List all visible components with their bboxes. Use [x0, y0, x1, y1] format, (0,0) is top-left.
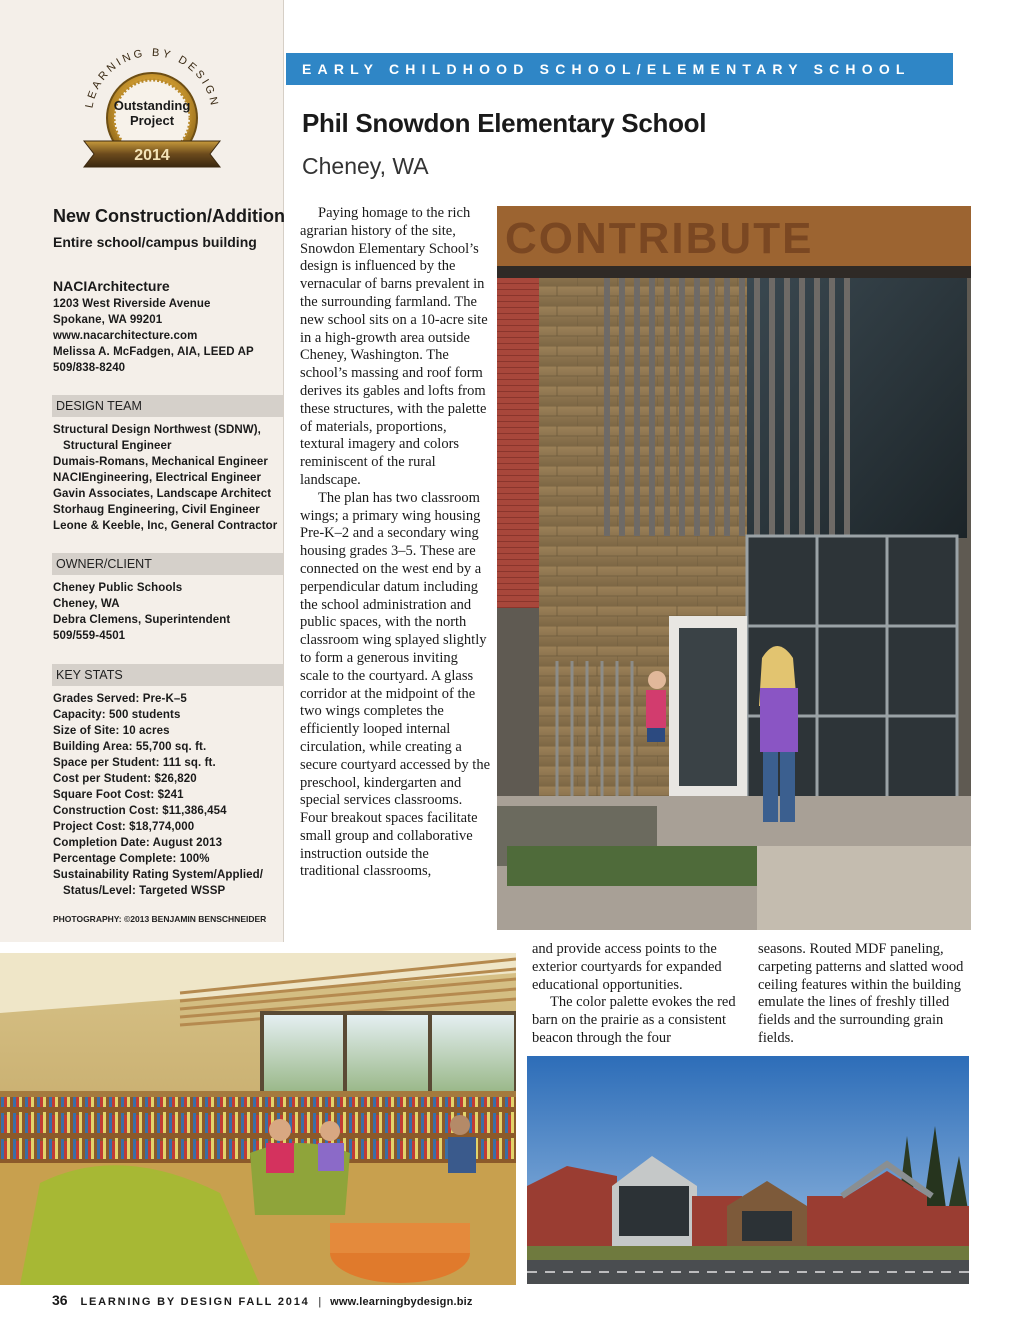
stat-line: Sustainability Rating System/Applied/: [53, 869, 264, 881]
award-badge: [70, 38, 235, 188]
owner-list: [53, 580, 230, 644]
article-column-1: [300, 205, 490, 881]
page-title: Phil Snowdon Elementary School: [302, 108, 707, 138]
owner-heading: OWNER/CLIENT: [52, 553, 283, 575]
publication-url[interactable]: www.learningbydesign.biz: [330, 1296, 473, 1308]
article-paragraph: The color palette evokes the red barn on the prairie as a consistent beacon through the four: [532, 994, 736, 1046]
design-team-line: NACIEngineering, Electrical Engineer: [53, 472, 262, 484]
article-paragraph: and provide access points to the exterior courtyards for expanded educational opportunities.: [532, 941, 722, 993]
project-location: Cheney, WA: [302, 153, 429, 179]
category-label: EARLY CHILDHOOD SCHOOL/ELEMENTARY SCHOOL: [302, 61, 911, 77]
firm-line: 1203 West Riverside Avenue: [53, 298, 211, 310]
footer: [52, 1292, 473, 1308]
design-team-line: Dumais-Romans, Mechanical Engineer: [53, 456, 268, 468]
stat-line: Status/Level: Targeted WSSP: [63, 885, 226, 897]
stat-line: Completion Date: August 2013: [53, 837, 223, 849]
key-stats-heading: KEY STATS: [52, 664, 283, 686]
design-team-line: Storhaug Engineering, Civil Engineer: [53, 504, 260, 516]
article-paragraph: seasons. Routed MDF paneling, carpeting patterns and slatted wood ceiling features within the building emulate the lines of freshly tilled fields and the surrounding grain fields.: [758, 941, 964, 1046]
stat-line: Space per Student: 111 sq. ft.: [53, 757, 216, 769]
library-photo: [0, 953, 516, 1285]
stat-line: Grades Served: Pre-K–5: [53, 693, 187, 705]
project-category: New Construction/Addition: [53, 206, 285, 226]
owner-line: Cheney Public Schools: [53, 582, 183, 594]
article-paragraph: The plan has two classroom wings; a primary wing housing Pre-K–2 and a secondary wing housing grades 3–5. These are connected on the west end by a perpendicular datum including the school administration and public spaces, with the north classroom wing splayed slightly to form a generous inviting scale to the courtyard. A glass corridor at the midpoint of the two wings completes the efficiently looped internal circulation, while creating a secure courtyard accessed by the preschool, kindergarten and special services classrooms. Four breakout spaces facilitate small group and collaborative instruction outside the traditional classrooms,: [300, 489, 491, 880]
article-column-2: [532, 941, 744, 1048]
stat-line: Cost per Student: $26,820: [53, 773, 197, 785]
photo-credit: PHOTOGRAPHY: ©2013 BENJAMIN BENSCHNEIDER: [53, 914, 267, 924]
page-number: 36: [52, 1292, 68, 1308]
stat-line: Building Area: 55,700 sq. ft.: [53, 741, 207, 753]
firm-line: 509/838-8240: [53, 362, 126, 374]
design-team-line: Leone & Keeble, Inc, General Contractor: [53, 520, 278, 532]
badge-year: 2014: [134, 147, 170, 164]
footer-separator: |: [318, 1296, 322, 1308]
key-stats-list: [53, 691, 263, 899]
owner-line: Debra Clemens, Superintendent: [53, 614, 231, 626]
sign-text: CONTRIBUTE: [505, 214, 814, 263]
design-team-list: [53, 422, 277, 534]
project-subcategory: Entire school/campus building: [53, 234, 257, 250]
article-paragraph: Paying homage to the rich agrarian history of the site, Snowdon Elementary School’s design is influenced by the vernacular of barns prevalent in the surrounding farmland. The new school sits on a 10-acre site in a high-growth area outside Cheney, Washington. The school’s massing and roof form derives its gables and lofts from these structures, with the palette of materials, proportions, textural imagery and colors reminiscent of the rural landscape.: [300, 205, 488, 488]
publication-name: LEARNING BY DESIGN FALL 2014: [80, 1296, 310, 1308]
firm-contact: [53, 296, 254, 376]
article-column-3: [758, 941, 970, 1048]
stat-line: Size of Site: 10 acres: [53, 725, 170, 737]
stat-line: Capacity: 500 students: [53, 709, 181, 721]
firm-name: NACIArchitecture: [53, 278, 170, 294]
owner-line: Cheney, WA: [53, 598, 120, 610]
stat-line: Percentage Complete: 100%: [53, 853, 210, 865]
firm-line: Spokane, WA 99201: [53, 314, 163, 326]
entrance-photo: [497, 206, 971, 930]
stat-line: Square Foot Cost: $241: [53, 789, 184, 801]
category-band: [286, 53, 953, 85]
design-team-line: Structural Design Northwest (SDNW),: [53, 424, 261, 436]
design-team-line: Structural Engineer: [63, 440, 172, 452]
exterior-photo: [527, 1056, 969, 1284]
owner-line: 509/559-4501: [53, 630, 126, 642]
badge-arc-text: LEARNING BY DESIGN: [83, 46, 221, 110]
badge-line2: Project: [129, 113, 175, 128]
firm-line: Melissa A. McFadgen, AIA, LEED AP: [53, 346, 254, 358]
stat-line: Project Cost: $18,774,000: [53, 821, 195, 833]
stat-line: Construction Cost: $11,386,454: [53, 805, 227, 817]
design-team-heading: DESIGN TEAM: [52, 395, 283, 417]
firm-line: www.nacarchitecture.com: [53, 330, 198, 342]
design-team-line: Gavin Associates, Landscape Architect: [53, 488, 272, 500]
badge-line1: Outstanding: [113, 98, 191, 113]
